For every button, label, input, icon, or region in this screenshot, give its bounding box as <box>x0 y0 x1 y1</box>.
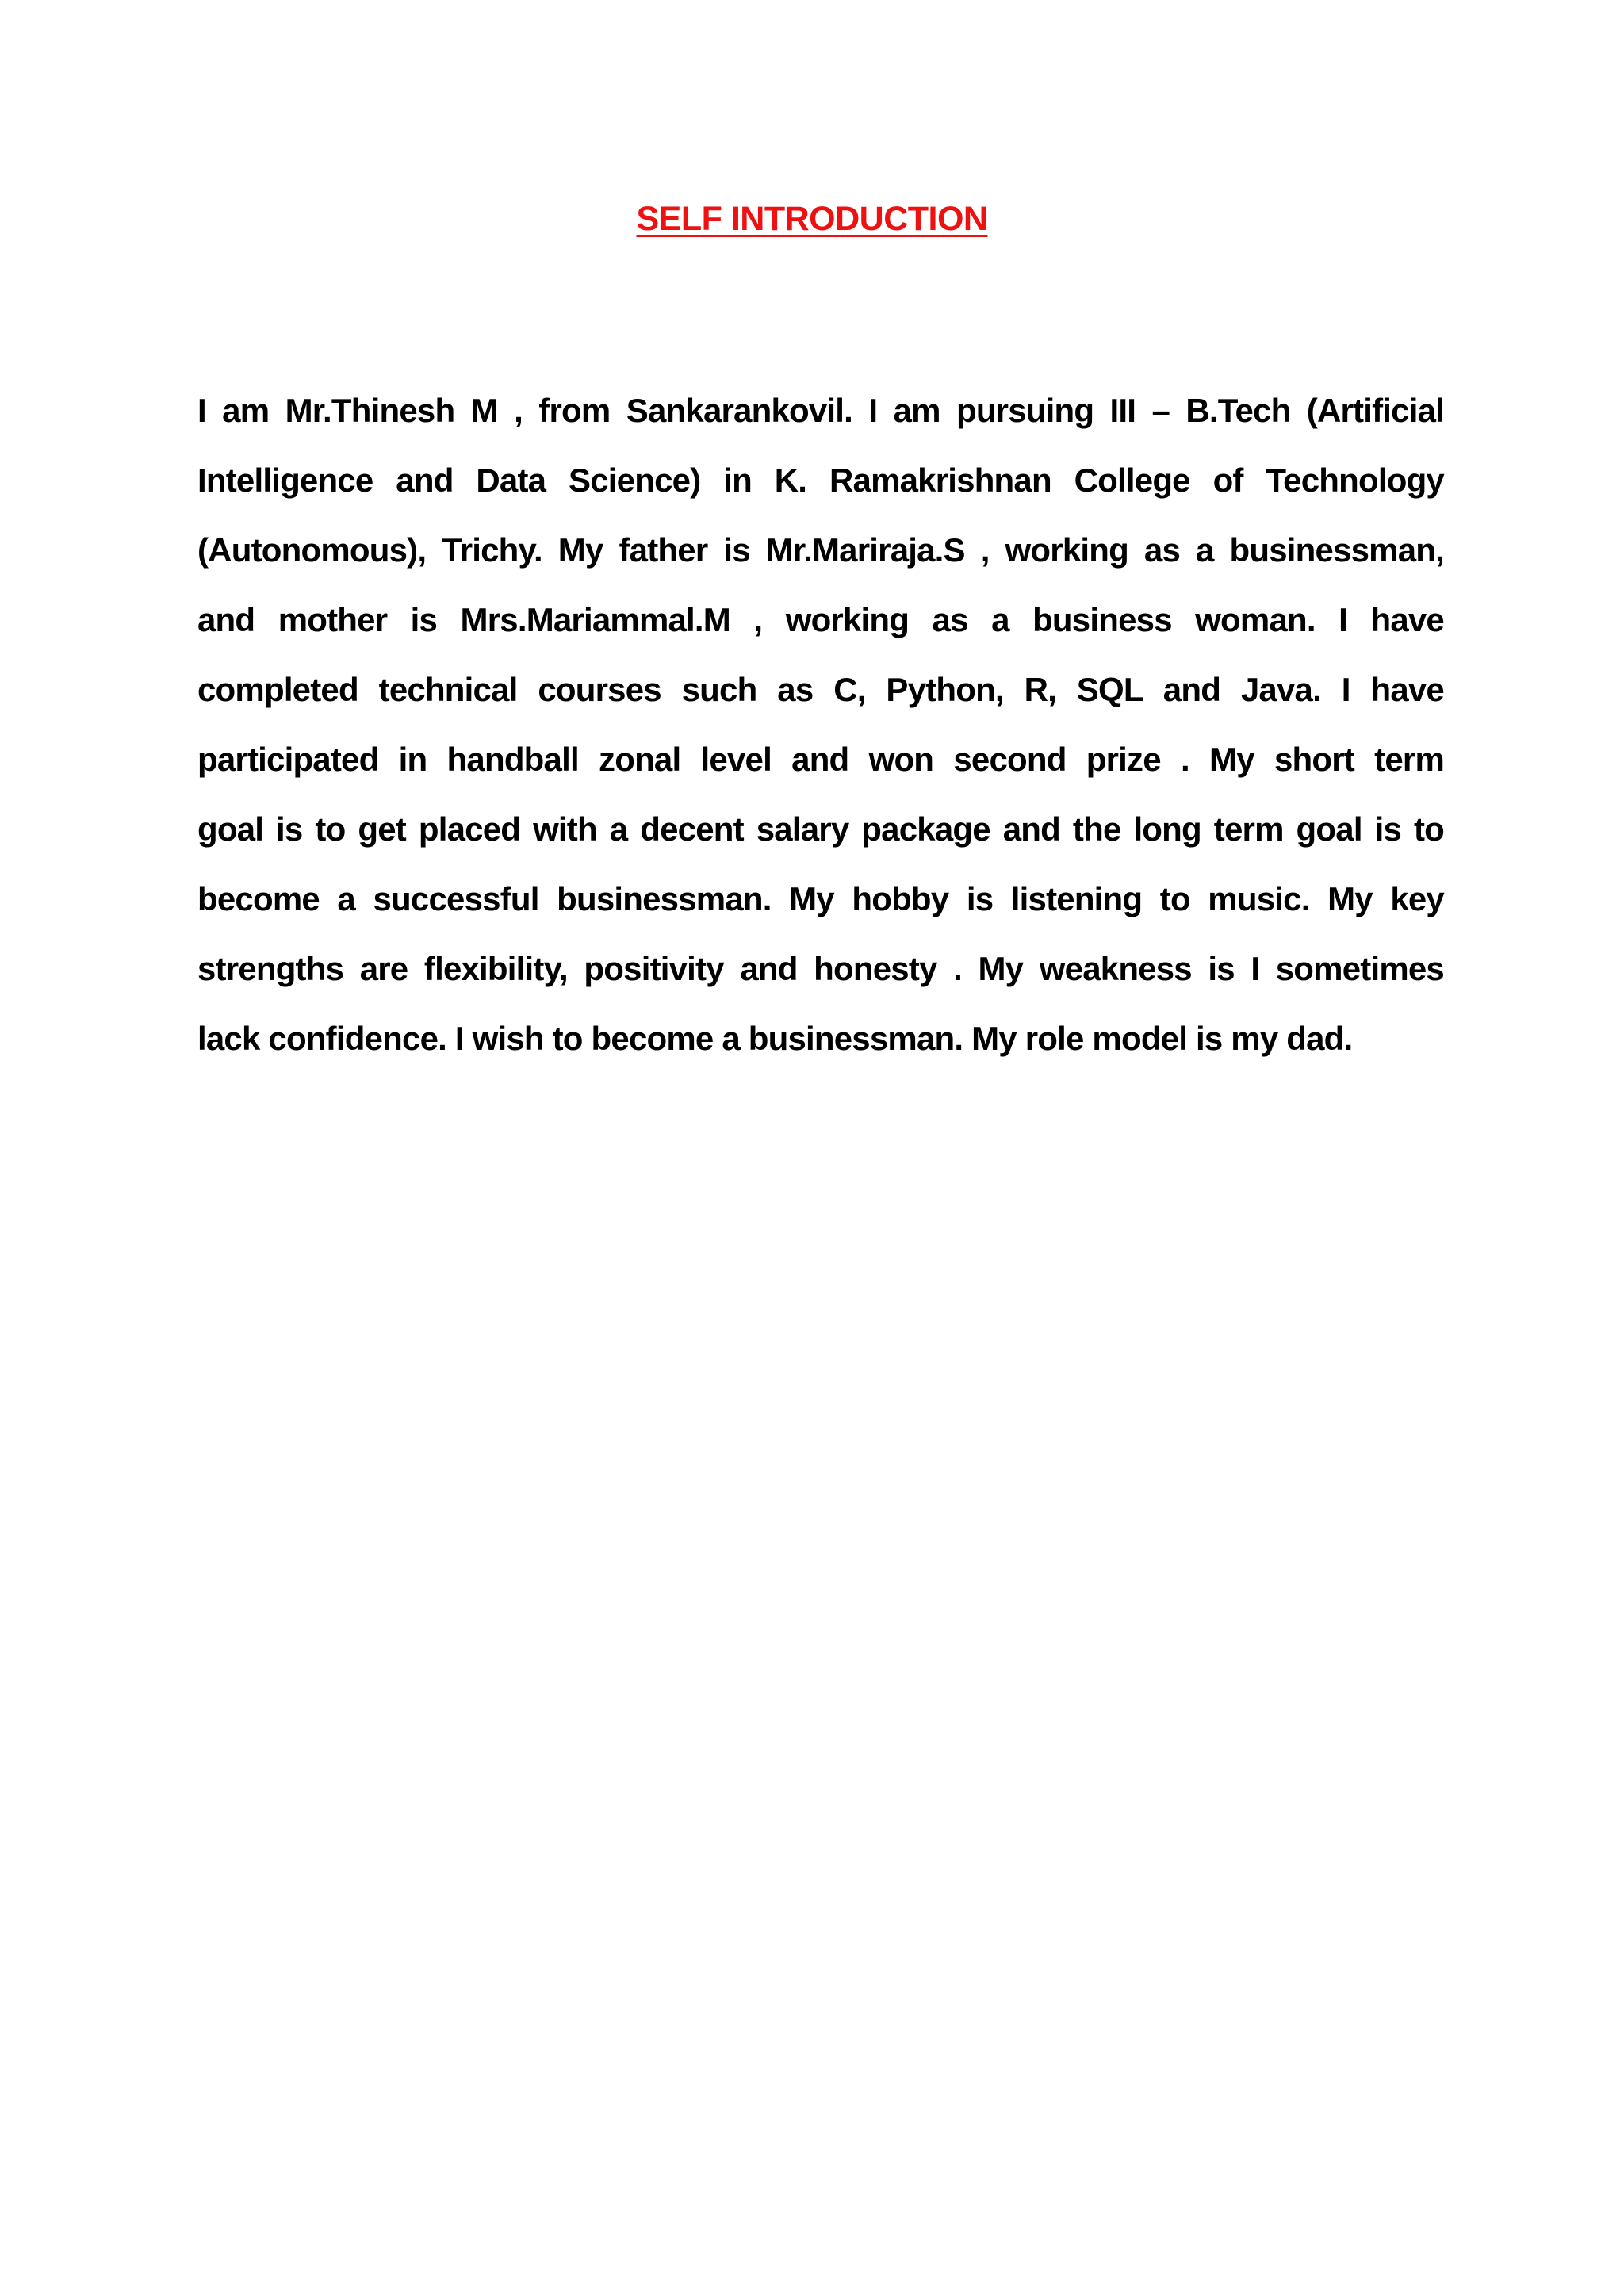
document-title: SELF INTRODUCTION <box>636 200 988 238</box>
paragraph-line: and mother is Mrs.Mariammal.M , working as a business woman. I have <box>197 601 1444 638</box>
paragraph-line: I am Mr.Thinesh M , from Sankarankovil. I am pursuing III – B.Tech (Artificial <box>197 392 1444 429</box>
paragraph-line: completed technical courses such as C, Python, R, SQL and Java. I have <box>197 671 1444 708</box>
paragraph-line: goal is to get placed with a decent salary package and the long term goal is to <box>197 810 1444 848</box>
paragraph-line: lack confidence. I wish to become a businessman. My role model is my dad. <box>197 1020 1353 1057</box>
paragraph-line: become a successful businessman. My hobby is listening to music. My key <box>197 880 1444 917</box>
paragraph-line: (Autonomous), Trichy. My father is Mr.Mariraja.S , working as a businessman, <box>197 531 1444 569</box>
paragraph-line: strengths are flexibility, positivity and honesty . My weakness is I sometimes <box>197 950 1444 987</box>
paragraph-line: Intelligence and Data Science) in K. Ramakrishnan College of Technology <box>197 461 1444 499</box>
paragraph-line: participated in handball zonal level and won second prize . My short term <box>197 741 1444 778</box>
self-introduction-paragraph <box>197 376 1444 1074</box>
